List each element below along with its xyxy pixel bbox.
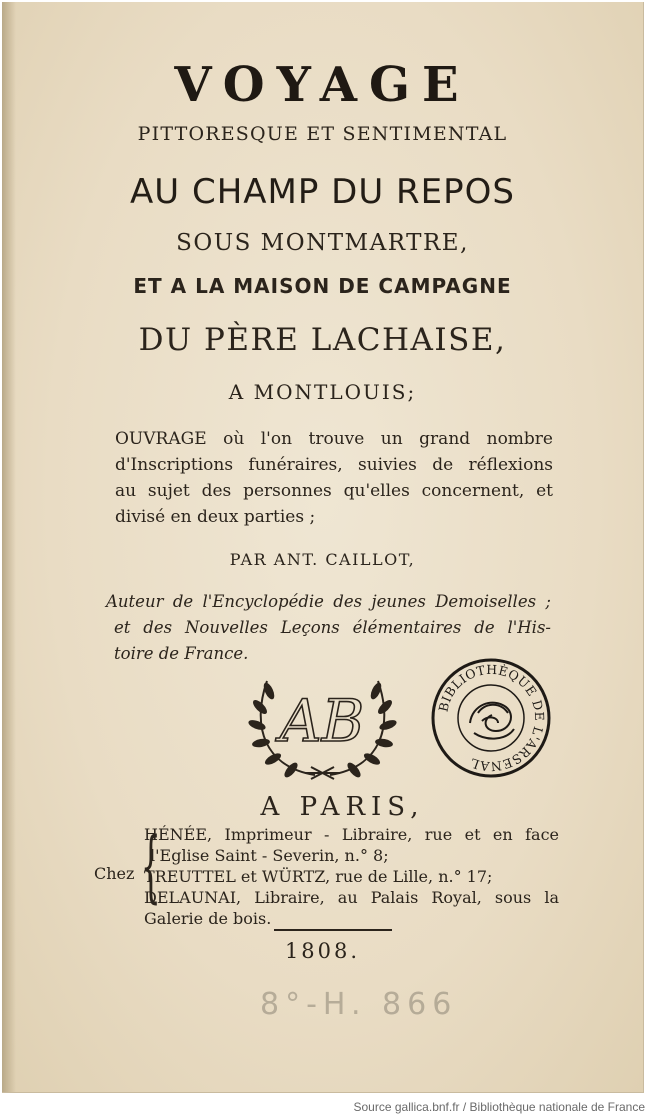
description-line: au sujet des personnes qu'elles concernent, et (115, 481, 553, 501)
publisher-line: TREUTTEL et WÜRTZ, rue de Lille, n.° 17; (144, 867, 493, 886)
title-subtitle: PITTORESQUE ET SENTIMENTAL (137, 123, 508, 145)
description-line: divisé en deux parties ; (115, 507, 316, 527)
title-voyage: VOYAGE (174, 57, 471, 113)
title-montmartre: SOUS MONTMARTRE, (176, 230, 469, 256)
publisher-line: Galerie de bois. (144, 909, 272, 928)
source-credit: Source gallica.bnf.fr / Bibliothèque nationale de France (353, 1100, 645, 1114)
publisher-brace: { (140, 822, 161, 912)
author-name: PAR ANT. CAILLOT, (229, 550, 416, 569)
publisher-line: HÉNÉE, Imprimeur - Libraire, rue et en face (144, 825, 559, 844)
chez-label: Chez (94, 864, 135, 883)
publication-place: A PARIS, (260, 792, 425, 822)
author-title-line: toire de France. (114, 644, 249, 663)
title-champ-du-repos: AU CHAMP DU REPOS (130, 172, 515, 212)
library-stamp (430, 657, 552, 779)
description-line: OUVRAGE où l'on trouve un grand nombre (115, 429, 553, 449)
work-description (115, 426, 553, 530)
laurel-monogram-emblem (245, 667, 400, 782)
title-montlouis: A MONTLOUIS; (228, 380, 417, 404)
publishers-list (144, 824, 559, 929)
divider-rule (274, 929, 392, 931)
publication-year: 1808. (284, 939, 361, 963)
publisher-line: l'Eglise Saint - Severin, n.° 8; (150, 846, 389, 865)
book-page (2, 2, 644, 1093)
title-maison-de-campagne: ET A LA MAISON DE CAMPAGNE (133, 274, 512, 298)
author-titles (106, 589, 551, 667)
title-pere-lachaise: DU PÈRE LACHAISE, (138, 322, 507, 358)
description-line: d'Inscriptions funéraires, suivies de réflexions (115, 455, 553, 475)
monogram-letters: AB (279, 687, 365, 755)
publisher-line: DELAUNAI, Libraire, au Palais Royal, sous la (144, 888, 559, 907)
author-title-line: et des Nouvelles Leçons élémentaires de l'His- (114, 618, 551, 637)
shelfmark: 8°-H. 866 (260, 987, 458, 1022)
author-title-line: Auteur de l'Encyclopédie des jeunes Demoiselles ; (106, 592, 551, 611)
stamp-text: BIBLIOTHÈQUE DE L'ARSENAL (435, 661, 548, 775)
page-gutter-shadow (2, 2, 16, 1092)
